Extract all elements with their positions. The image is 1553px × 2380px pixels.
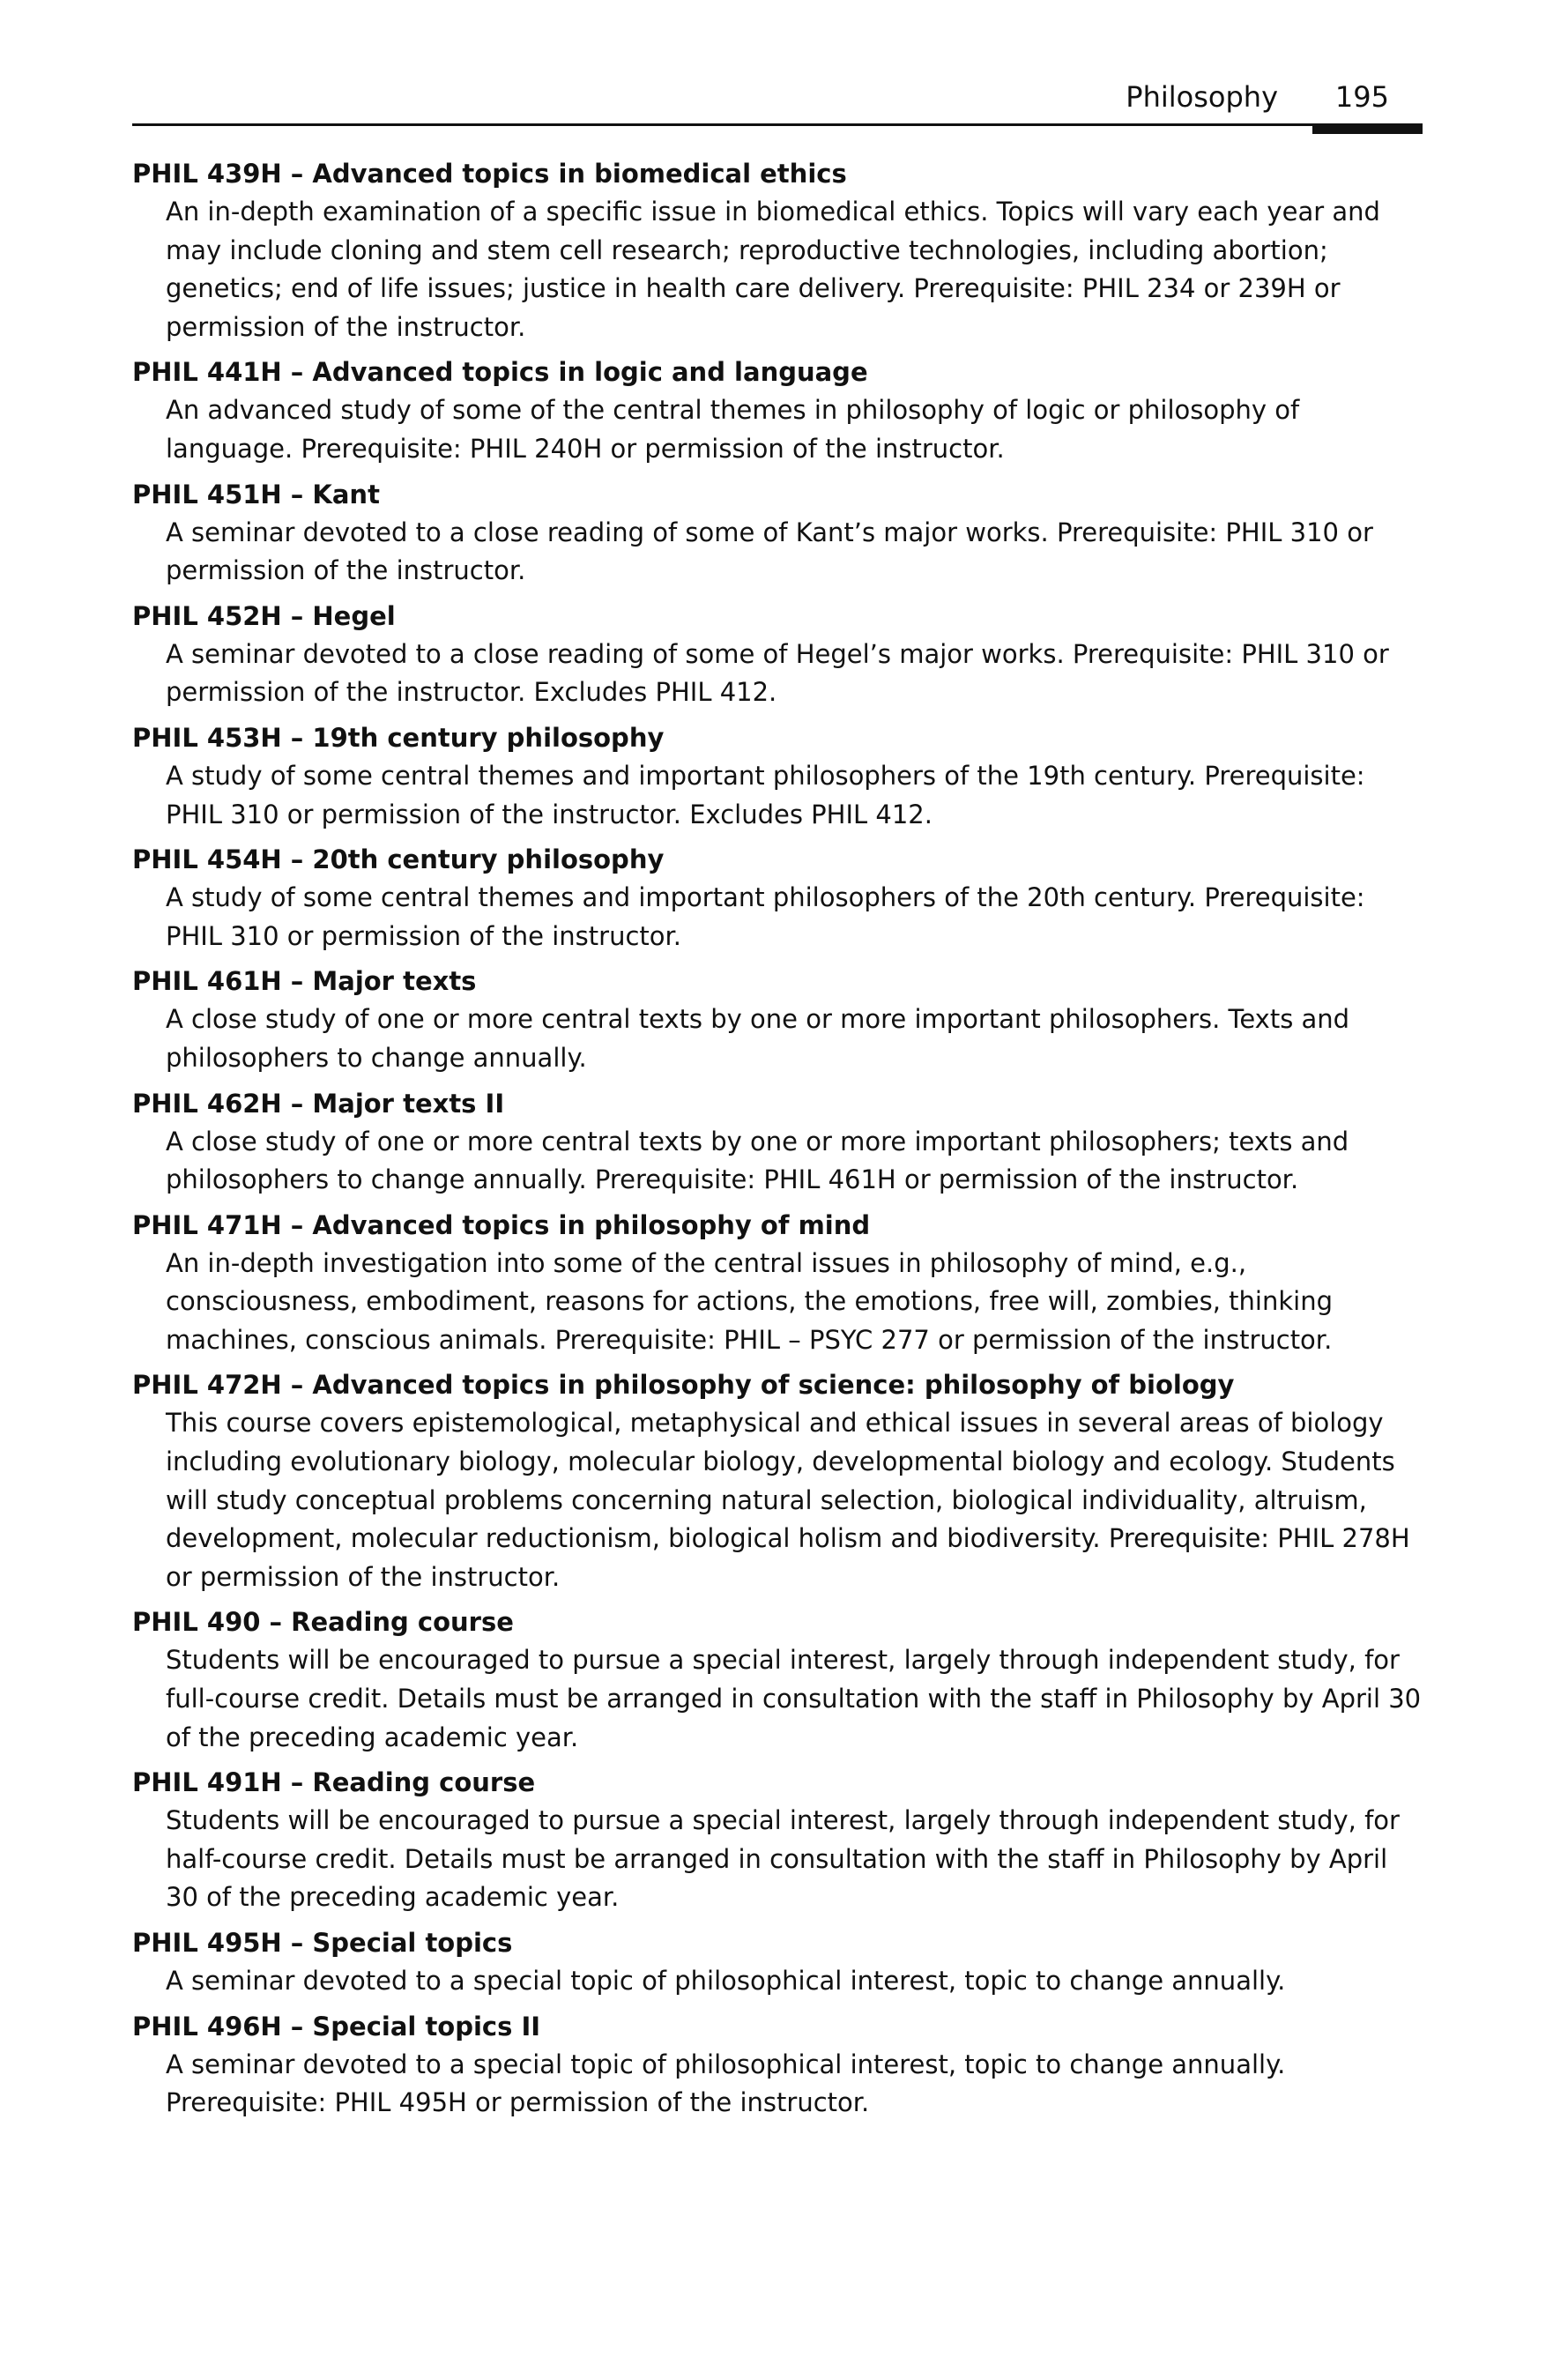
course-description: An in-depth investigation into some of the central issues in philosophy of mind, e.g., consciousness, embodiment, reasons for actions, the emotions, free will, zombies, thinking machines, conscious animals. Prerequisite: PHIL – PSYC 277 or permission of the instructor.: [166, 1247, 1333, 1355]
course-description: A seminar devoted to a close reading of some of Hegel’s major works. Prerequisite: PHIL 310 or permission of the instructor. Excludes PHIL 412.: [166, 638, 1389, 708]
course-description: An in-depth examination of a specific issue in biomedical ethics. Topics will vary each year and may include cloning and stem cell research; reproductive technologies, including abortion; genetics; end of life issues; justice in health care delivery. Prerequisite: PHIL 234 or 239H or permission of the instructor.: [166, 197, 1380, 342]
course-entry: [132, 353, 1423, 468]
course-description: Students will be encouraged to pursue a special interest, largely through independent study, for half-course credit. Details must be arranged in consultation with the staff in Philosophy by April 30 of the preceding academic year.: [166, 1805, 1400, 1913]
course-entry: [132, 1924, 1423, 2001]
course-title: PHIL 461H – Major texts: [132, 966, 477, 997]
course-title: PHIL 441H – Advanced topics in logic and language: [132, 357, 868, 388]
course-title: PHIL 495H – Special topics: [132, 1928, 513, 1958]
course-description: A seminar devoted to a special topic of philosophical interest, topic to change annually.: [166, 1966, 1286, 1996]
course-entry: [132, 841, 1423, 956]
course-entry: [132, 476, 1423, 591]
course-title: PHIL 453H – 19th century philosophy: [132, 722, 665, 753]
course-description: This course covers epistemological, metaphysical and ethical issues in several areas of biology including evolutionary biology, molecular biology, developmental biology and ecology. Students will study conceptual problems concerning natural selection, biological individuality, altruism, development, molecular reductionism, biological holism and biodiversity. Prerequisite: PHIL 278H or permission of the instructor.: [166, 1408, 1410, 1592]
course-title: PHIL 491H – Reading course: [132, 1767, 536, 1798]
course-description: A close study of one or more central texts by one or more important philosophers; texts and philosophers to change annually. Prerequisite: PHIL 461H or permission of the instructor.: [166, 1126, 1349, 1195]
course-title: PHIL 451H – Kant: [132, 479, 380, 509]
course-title: PHIL 490 – Reading course: [132, 1607, 514, 1638]
course-title: PHIL 462H – Major texts II: [132, 1088, 505, 1119]
header-thumb-tab: [1312, 123, 1423, 134]
course-entry: [132, 2008, 1423, 2123]
course-entry: [132, 963, 1423, 1077]
course-description: A seminar devoted to a special topic of philosophical interest, topic to change annually. Prerequisite: PHIL 495H or permission of the instructor.: [166, 2049, 1286, 2118]
course-description: An advanced study of some of the central themes in philosophy of logic or philosophy of language. Prerequisite: PHIL 240H or permission of the instructor.: [166, 395, 1300, 464]
header-section-name: Philosophy: [1126, 80, 1278, 114]
course-list: [132, 155, 1423, 2130]
course-title: PHIL 452H – Hegel: [132, 600, 396, 631]
course-entry: [132, 719, 1423, 834]
course-entry: [132, 1085, 1423, 1200]
course-title: PHIL 439H – Advanced topics in biomedical ethics: [132, 159, 847, 189]
course-title: PHIL 454H – 20th century philosophy: [132, 844, 665, 875]
page-number: 195: [1334, 80, 1389, 114]
course-description: A study of some central themes and important philosophers of the 19th century. Prerequisite: PHIL 310 or permission of the instructor. Excludes PHIL 412.: [166, 760, 1365, 829]
course-description: Students will be encouraged to pursue a special interest, largely through independent study, for full-course credit. Details must be arranged in consultation with the staff in Philosophy by April 30 of the preceding academic year.: [166, 1645, 1422, 1752]
course-title: PHIL 471H – Advanced topics in philosophy of mind: [132, 1209, 871, 1240]
course-entry: [132, 598, 1423, 712]
running-header: [132, 78, 1421, 126]
course-description: A seminar devoted to a close reading of some of Kant’s major works. Prerequisite: PHIL 310 or permission of the instructor.: [166, 517, 1373, 586]
course-entry: [132, 1207, 1423, 1360]
course-description: A close study of one or more central texts by one or more important philosophers. Texts and philosophers to change annually.: [166, 1004, 1350, 1073]
course-title: PHIL 472H – Advanced topics in philosophy of science: philosophy of biology: [132, 1370, 1235, 1401]
course-entry: [132, 1603, 1423, 1757]
course-entry: [132, 1764, 1423, 1917]
course-title: PHIL 496H – Special topics II: [132, 2011, 541, 2042]
course-description: A study of some central themes and important philosophers of the 20th century. Prerequisite: PHIL 310 or permission of the instructor.: [166, 882, 1365, 951]
course-entry: [132, 155, 1423, 346]
course-entry: [132, 1366, 1423, 1596]
